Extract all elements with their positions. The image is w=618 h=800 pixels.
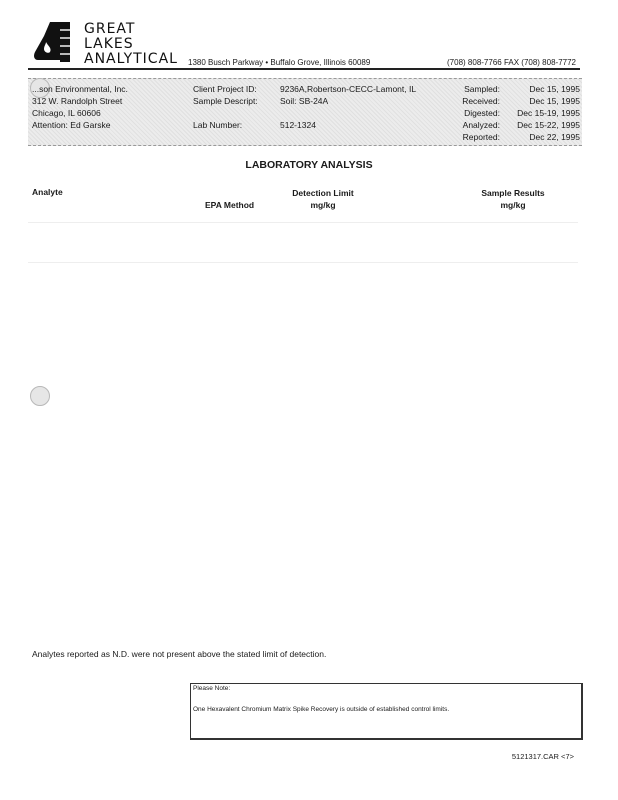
project-label: Sample Descript: — [193, 96, 258, 106]
sample-results-unit: mg/kg — [500, 200, 526, 210]
sample-results-label: Sample Results — [481, 188, 545, 198]
company-phone-fax: (708) 808-7766 FAX (708) 808-7772 — [447, 58, 576, 67]
project-value: 512-1324 — [280, 120, 316, 130]
date-labels — [455, 83, 500, 143]
date-value: Dec 15-19, 1995 — [517, 108, 580, 118]
report-title: LABORATORY ANALYSIS — [245, 159, 373, 171]
table-divider — [28, 262, 578, 263]
client-line: Chicago, IL 60606 — [32, 108, 101, 118]
table-divider — [28, 222, 578, 223]
project-value: Soil: SB-24A — [280, 96, 329, 106]
detection-limit-label: Detection Limit — [292, 188, 354, 198]
date-label: Digested: — [464, 108, 500, 118]
date-label: Reported: — [462, 132, 500, 142]
project-label: Lab Number: — [193, 120, 243, 130]
project-values — [280, 83, 416, 131]
nd-footnote: Analytes reported as N.D. were not present above the stated limit of detection. — [32, 649, 327, 659]
project-label: Client Project ID: — [193, 84, 257, 94]
column-header-detection-limit — [286, 187, 360, 211]
date-label: Sampled: — [464, 84, 500, 94]
project-value-blank — [280, 107, 416, 119]
client-line: ...son Environmental, Inc. — [32, 84, 128, 94]
date-value: Dec 15, 1995 — [529, 96, 580, 106]
punch-hole — [30, 386, 50, 406]
project-labels — [193, 83, 258, 131]
please-note-text: One Hexavalent Chromium Matrix Spike Recovery is outside of established control limits. — [193, 706, 450, 713]
company-name-line: GREAT — [84, 21, 136, 37]
company-name — [84, 22, 178, 67]
project-label-blank — [193, 107, 258, 119]
project-value: 9236A,Robertson-CECC-Lamont, IL — [280, 84, 417, 94]
client-address-block — [32, 83, 128, 131]
date-value: Dec 22, 1995 — [529, 132, 580, 142]
document-reference: 5121317.CAR <7> — [511, 752, 574, 761]
lab-flask-logo-icon — [30, 20, 72, 66]
date-label: Analyzed: — [462, 120, 500, 130]
client-line: Attention: Ed Garske — [32, 120, 111, 130]
date-value: Dec 15, 1995 — [529, 84, 580, 94]
column-header-analyte: Analyte — [32, 187, 63, 197]
company-name-line: LAKES — [84, 36, 134, 52]
company-name-line: ANALYTICAL — [84, 51, 178, 67]
date-value: Dec 15-22, 1995 — [517, 120, 580, 130]
date-values — [517, 83, 580, 143]
client-line: 312 W. Randolph Street — [32, 96, 123, 106]
detection-limit-unit: mg/kg — [310, 200, 336, 210]
please-note-heading: Please Note: — [193, 685, 231, 692]
company-address: 1380 Busch Parkway • Buffalo Grove, Illinois 60089 — [188, 58, 371, 67]
date-label: Received: — [462, 96, 500, 106]
column-header-sample-results — [474, 187, 552, 211]
header-rule — [28, 68, 580, 70]
column-header-method: EPA Method — [205, 200, 255, 210]
